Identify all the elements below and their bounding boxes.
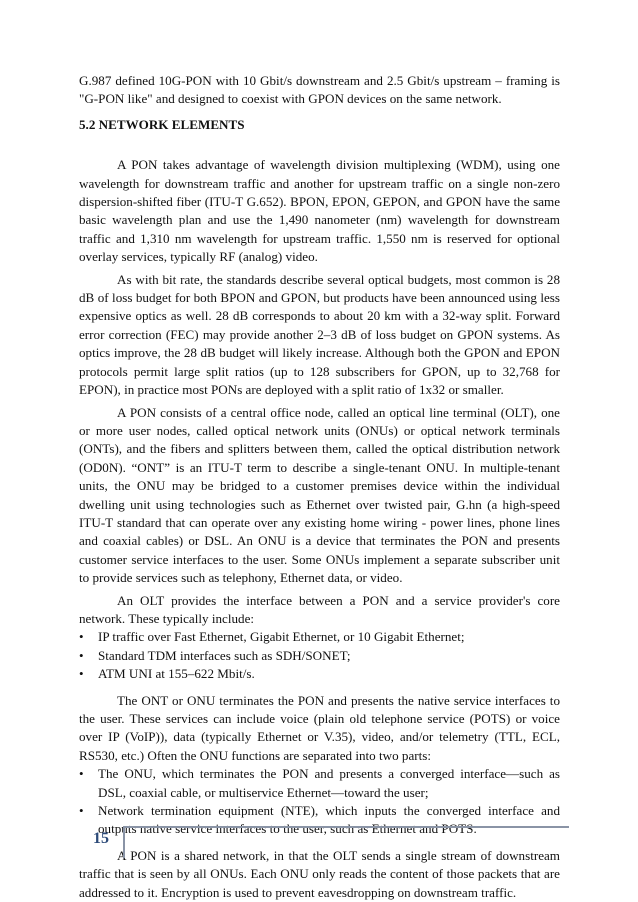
list-item: • The ONU, which terminates the PON and presents a converged interface—such as DSL, coaxial cable, or multiservice Ethernet—toward the user; xyxy=(79,765,560,802)
paragraph-wdm: A PON takes advantage of wavelength division multiplexing (WDM), using one wavelength for downstream traffic and another for upstream traffic on a single non-zero dispersion-shifted fiber (ITU-T G.652). BPON, EPON, GEPON, and GPON have the same basic wavelength plan and use the 1,490 nanometer (nm) wavelength for downstream traffic and 1,310 nm wavelength for upstream traffic. 1,550 nm is reserved for optional overlay services, typically RF (analog) video. xyxy=(79,157,560,265)
list-item: • ATM UNI at 155–622 Mbit/s. xyxy=(79,665,560,683)
page-footer xyxy=(79,822,569,862)
paragraph-pon-components: A PON consists of a central office node, called an optical line terminal (OLT), one or more user nodes, called optical network units (ONUs) or optical network terminals (ONTs), and the fibers and splitters between them, called the optical distribution network (OD0N). “ONT” is an ITU-T term to describe a single-tenant ONU. In multiple-tenant units, the ONU may be bridged to a customer premises device within the individual dwelling unit using technologies such as Ethernet over twisted pair, G.hn (a high-speed ITU-T standard that can operate over any existing home wiring - power lines, phone lines and coaxial cables) or DSL. An ONU is a device that terminates the PON and presents customer service interfaces to the user. Some ONUs implement a separate subscriber unit to provide services such as telephony, Ethernet data, or video. xyxy=(79,404,560,586)
paragraph-intro: G.987 defined 10G-PON with 10 Gbit/s downstream and 2.5 Gbit/s upstream – framing is "G-PON like" and designed to coexist with GPON devices on the same network. xyxy=(79,73,560,107)
list-item: • Network termination equipment (NTE), which inputs the converged interface and outputs native service interfaces to the user, such as Ethernet and POTS. xyxy=(79,802,560,839)
paragraph-ont: The ONT or ONU terminates the PON and presents the native service interfaces to the user. These services can include voice (plain old telephone service (POTS) or voice over IP (VoIP)), data (typically Ethernet or V.35), video, and/or telemetry (TTL, ECL, RS530, etc.) Often the ONU functions are separated into two parts: xyxy=(79,692,560,763)
paragraph-olt: An OLT provides the interface between a PON and a service provider's core network. These typically include: xyxy=(79,592,560,626)
list-item: • IP traffic over Fast Ethernet, Gigabit Ethernet, or 10 Gigabit Ethernet; xyxy=(79,628,560,646)
olt-interfaces-list xyxy=(79,628,560,683)
list-item: • Standard TDM interfaces such as SDH/SONET; xyxy=(79,647,560,665)
paragraph-optical-budget: As with bit rate, the standards describe several optical budgets, most common is 28 dB of loss budget for both BPON and GPON, but products have been announced using less expensive optics as well. 28 dB corresponds to about 20 km with a 32-way split. Forward error correction (FEC) may provide another 2–3 dB of loss budget on GPON systems. As optics improve, the 28 dB budget will likely increase. Although both the GPON and EPON protocols permit large split ratios (up to 128 subscribers for GPON, up to 32,768 for EPON), in practice most PONs are deployed with a split ratio of 1x32 or smaller. xyxy=(79,271,560,398)
footer-divider xyxy=(123,826,125,858)
page-content xyxy=(79,72,560,902)
footer-rule xyxy=(123,826,569,828)
paragraph-shared-network: A PON is a shared network, in that the OLT sends a single stream of downstream traffic that is seen by all ONUs. Each ONU only reads the content of those packets that are addressed to it. Encryption is used to prevent eavesdropping on downstream traffic. xyxy=(79,847,560,900)
section-heading: 5.2 NETWORK ELEMENTS xyxy=(79,116,245,132)
page-number: 15 xyxy=(93,830,109,847)
